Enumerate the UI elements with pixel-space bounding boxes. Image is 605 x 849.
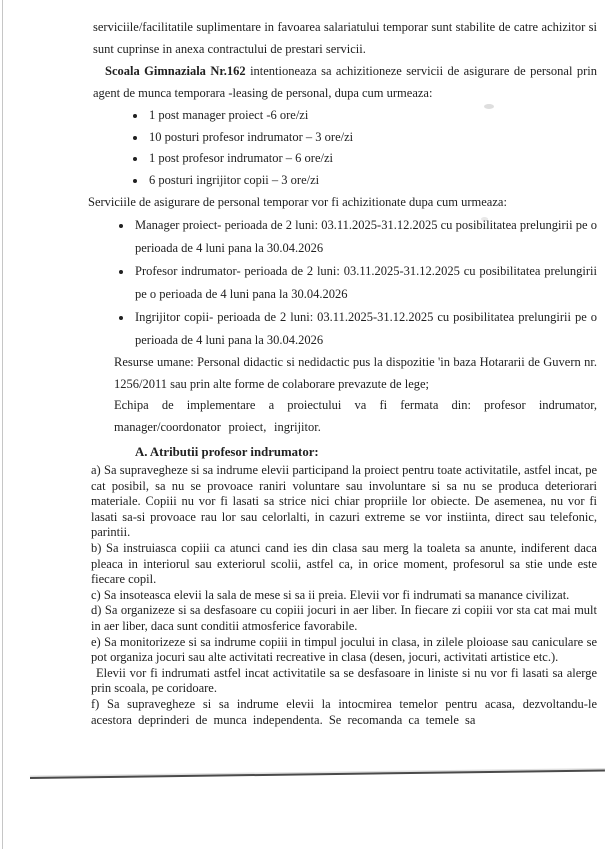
paragraph-intent (93, 60, 597, 104)
footer-divider-line (30, 769, 605, 779)
list-item: • Ingrijitor copii- perioada de 2 luni: 03.11.2025-31.12.2025 cu posibilitatea prelungirii pe o perioada de 4 luni pana la 30.04.2026 (133, 306, 597, 352)
paragraph-intent-text: intentioneaza sa achizitioneze servicii de asigurare de personal prin agent de munca temporara -leasing de personal, dupa cum urmeaza: (93, 64, 597, 100)
scan-edge-artifact (2, 0, 3, 849)
list-item: • 6 posturi ingrijitor copii – 3 ore/zi (147, 170, 597, 192)
school-name: Scoala Gimnaziala Nr.162 (105, 64, 246, 78)
paragraph-resurse-umane: Resurse umane: Personal didactic si nedidactic pus la dispozitie 'in baza Hotararii de Guvern nr. 1256/2011 sau prin alte forme de colaborare prevazute de lege; (114, 355, 597, 391)
list-item: • Profesor indrumator- perioada de 2 luni: 03.11.2025-31.12.2025 cu posibilitatea prelungirii pe o perioada de 4 luni pana la 30.04.2026 (133, 260, 597, 306)
attribution-note: Elevii vor fi indrumati astfel incat activitatile sa se desfasoare in liniste si nu vor fi lasati sa alerge prin scoala, pe coridoare. (91, 665, 597, 696)
attribution-item-c: c) Sa insoteasca elevii la sala de mese si sa ii preia. Elevii vor fi indrumati sa manance civilizat. (91, 587, 570, 602)
section-a-heading: A. Atributii profesor indrumator: (135, 445, 319, 459)
positions-list (93, 105, 597, 191)
attribution-item-f: f) Sa supravegheze si sa indrume elevii la intocmirea temelor pentru acasa, dezvoltandu-le acestora deprinderi de munca independenta. Se recomanda ca temele sa (91, 696, 597, 727)
list-item: • 1 post manager proiect -6 ore/zi (147, 105, 597, 127)
list-item: • 10 posturi profesor indrumator – 3 ore/zi (147, 127, 597, 149)
attribution-item-e: e) Sa monitorizeze si sa indrume copiii in timpul jocului in clasa, in zilele ploioase sau caniculare se pot organiza jocuri sau alte activitati recreative in clasa (desen, jocuri, activitati artistice etc.). (91, 634, 597, 665)
attribution-item-d: d) Sa organizeze si sa desfasoare cu copiii jocuri in aer liber. In fiecare zi copiii vor sta cat mai mult in aer liber, daca sunt conditii atmosferice favorabile. (91, 603, 597, 633)
paragraph-continuation: serviciile/facilitatile suplimentare in favoarea salariatului temporar sunt stabilite de catre achizitor si sunt cuprinse in anexa contractului de prestari servicii. (93, 20, 597, 56)
attribution-item-a: a) Sa supravegheze si sa indrume elevii participand la proiect pentru toate activitatile, astfel incat, pe cat posibil, sa nu se provoace raniri voluntare sau involuntare si sa nu se produca deteriorari materiale. Copiii nu vor fi lasati sa strice nici chiar propriile lor obiecte. De asemenea, nu vor fi lasati sa-si provoace rau lor sau celorlalti, in cazuri extreme se vor instiinta, direct sau telefonic, parintii. (91, 463, 597, 540)
list-item: • Manager proiect- perioada de 2 luni: 03.11.2025-31.12.2025 cu posibilitatea prelungirii pe o perioada de 4 luni pana la 30.04.2026 (133, 214, 597, 260)
list-item: • 1 post profesor indrumator – 6 ore/zi (147, 148, 597, 170)
attributions-section (91, 463, 597, 728)
document-body (88, 16, 597, 728)
intro-section (88, 16, 597, 438)
periods-list (93, 214, 597, 352)
attribution-item-b: b) Sa instruiasca copiii ca atunci cand ies din clasa sau merg la toaleta sa anunte, indiferent daca pleaca in interiorul sau exteriorul scolii, astfel ca, in orice moment, profesorul sa stie unde este fiecare copil. (91, 540, 597, 587)
paragraph-services: Serviciile de asigurare de personal temporar vor fi achizitionate dupa cum urmeaza: (88, 195, 507, 209)
paragraph-echipa: Echipa de implementare a proiectului va fi fermata din: profesor indrumator, manager/coordonator proiect, ingrijitor. (114, 398, 597, 434)
